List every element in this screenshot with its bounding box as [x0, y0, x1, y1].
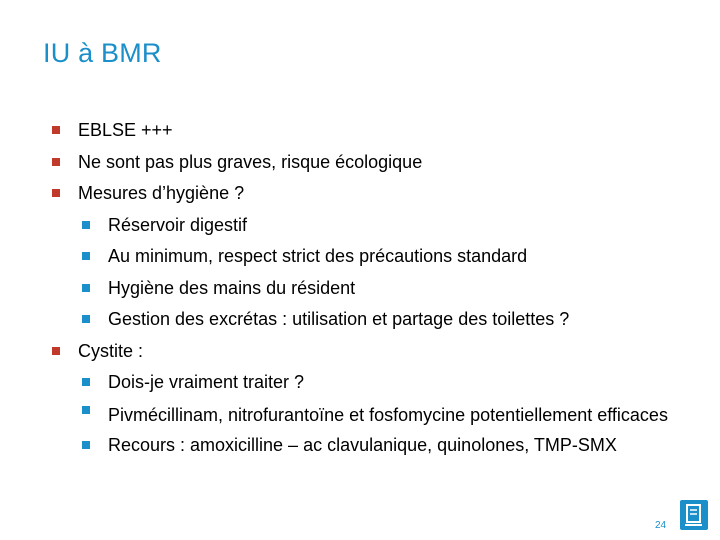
sub-list-item	[82, 304, 692, 336]
document-logo-icon	[680, 500, 708, 530]
bullet-square-icon	[52, 189, 60, 197]
sub-list-item-text: Dois-je vraiment traiter ?	[108, 372, 305, 392]
bullet-square-icon	[52, 347, 60, 355]
sub-list-item-text: Au minimum, respect strict des précautions standard	[108, 246, 528, 266]
list-item-text: Cystite :	[78, 340, 144, 361]
sub-list-item-text: Réservoir digestif	[108, 214, 248, 235]
list-item-text: EBLSE +++	[78, 120, 173, 140]
sub-bullet-square-icon	[82, 221, 90, 229]
bullet-square-icon	[52, 126, 60, 134]
sub-list-item	[82, 430, 692, 462]
page-number: 24	[655, 520, 667, 531]
sub-bullet-square-icon	[82, 315, 90, 323]
sub-list-item-text: Hygiène des mains du résident	[108, 277, 356, 298]
sub-bullet-square-icon	[82, 284, 90, 292]
sub-list-item-text: Pivmécillinam, nitrofurantoïne et fosfomycine potentiellement efficaces	[108, 404, 668, 425]
sub-bullet-square-icon	[82, 406, 90, 414]
list-item-text: Ne sont pas plus graves, risque écologique	[78, 151, 423, 172]
list-item	[52, 147, 692, 179]
sub-list-item	[82, 241, 692, 273]
sub-list-item	[82, 395, 692, 430]
bullet-square-icon	[52, 158, 60, 166]
sub-list-item	[82, 273, 692, 305]
sub-bullet-square-icon	[82, 441, 90, 449]
list-item	[52, 178, 692, 210]
sub-list-item-text: Recours : amoxicilline – ac clavulanique, quinolones, TMP-SMX	[108, 434, 617, 455]
slide-title: IU à BMR	[43, 38, 162, 68]
list-item	[52, 115, 692, 147]
list-item	[52, 336, 692, 368]
sub-list-item	[82, 210, 692, 242]
list-item-text: Mesures d’hygiène ?	[78, 183, 245, 203]
sub-list-item-text: Gestion des excrétas : utilisation et partage des toilettes ?	[108, 309, 570, 329]
sub-bullet-square-icon	[82, 378, 90, 386]
sub-bullet-square-icon	[82, 252, 90, 260]
bullet-list	[52, 115, 692, 461]
